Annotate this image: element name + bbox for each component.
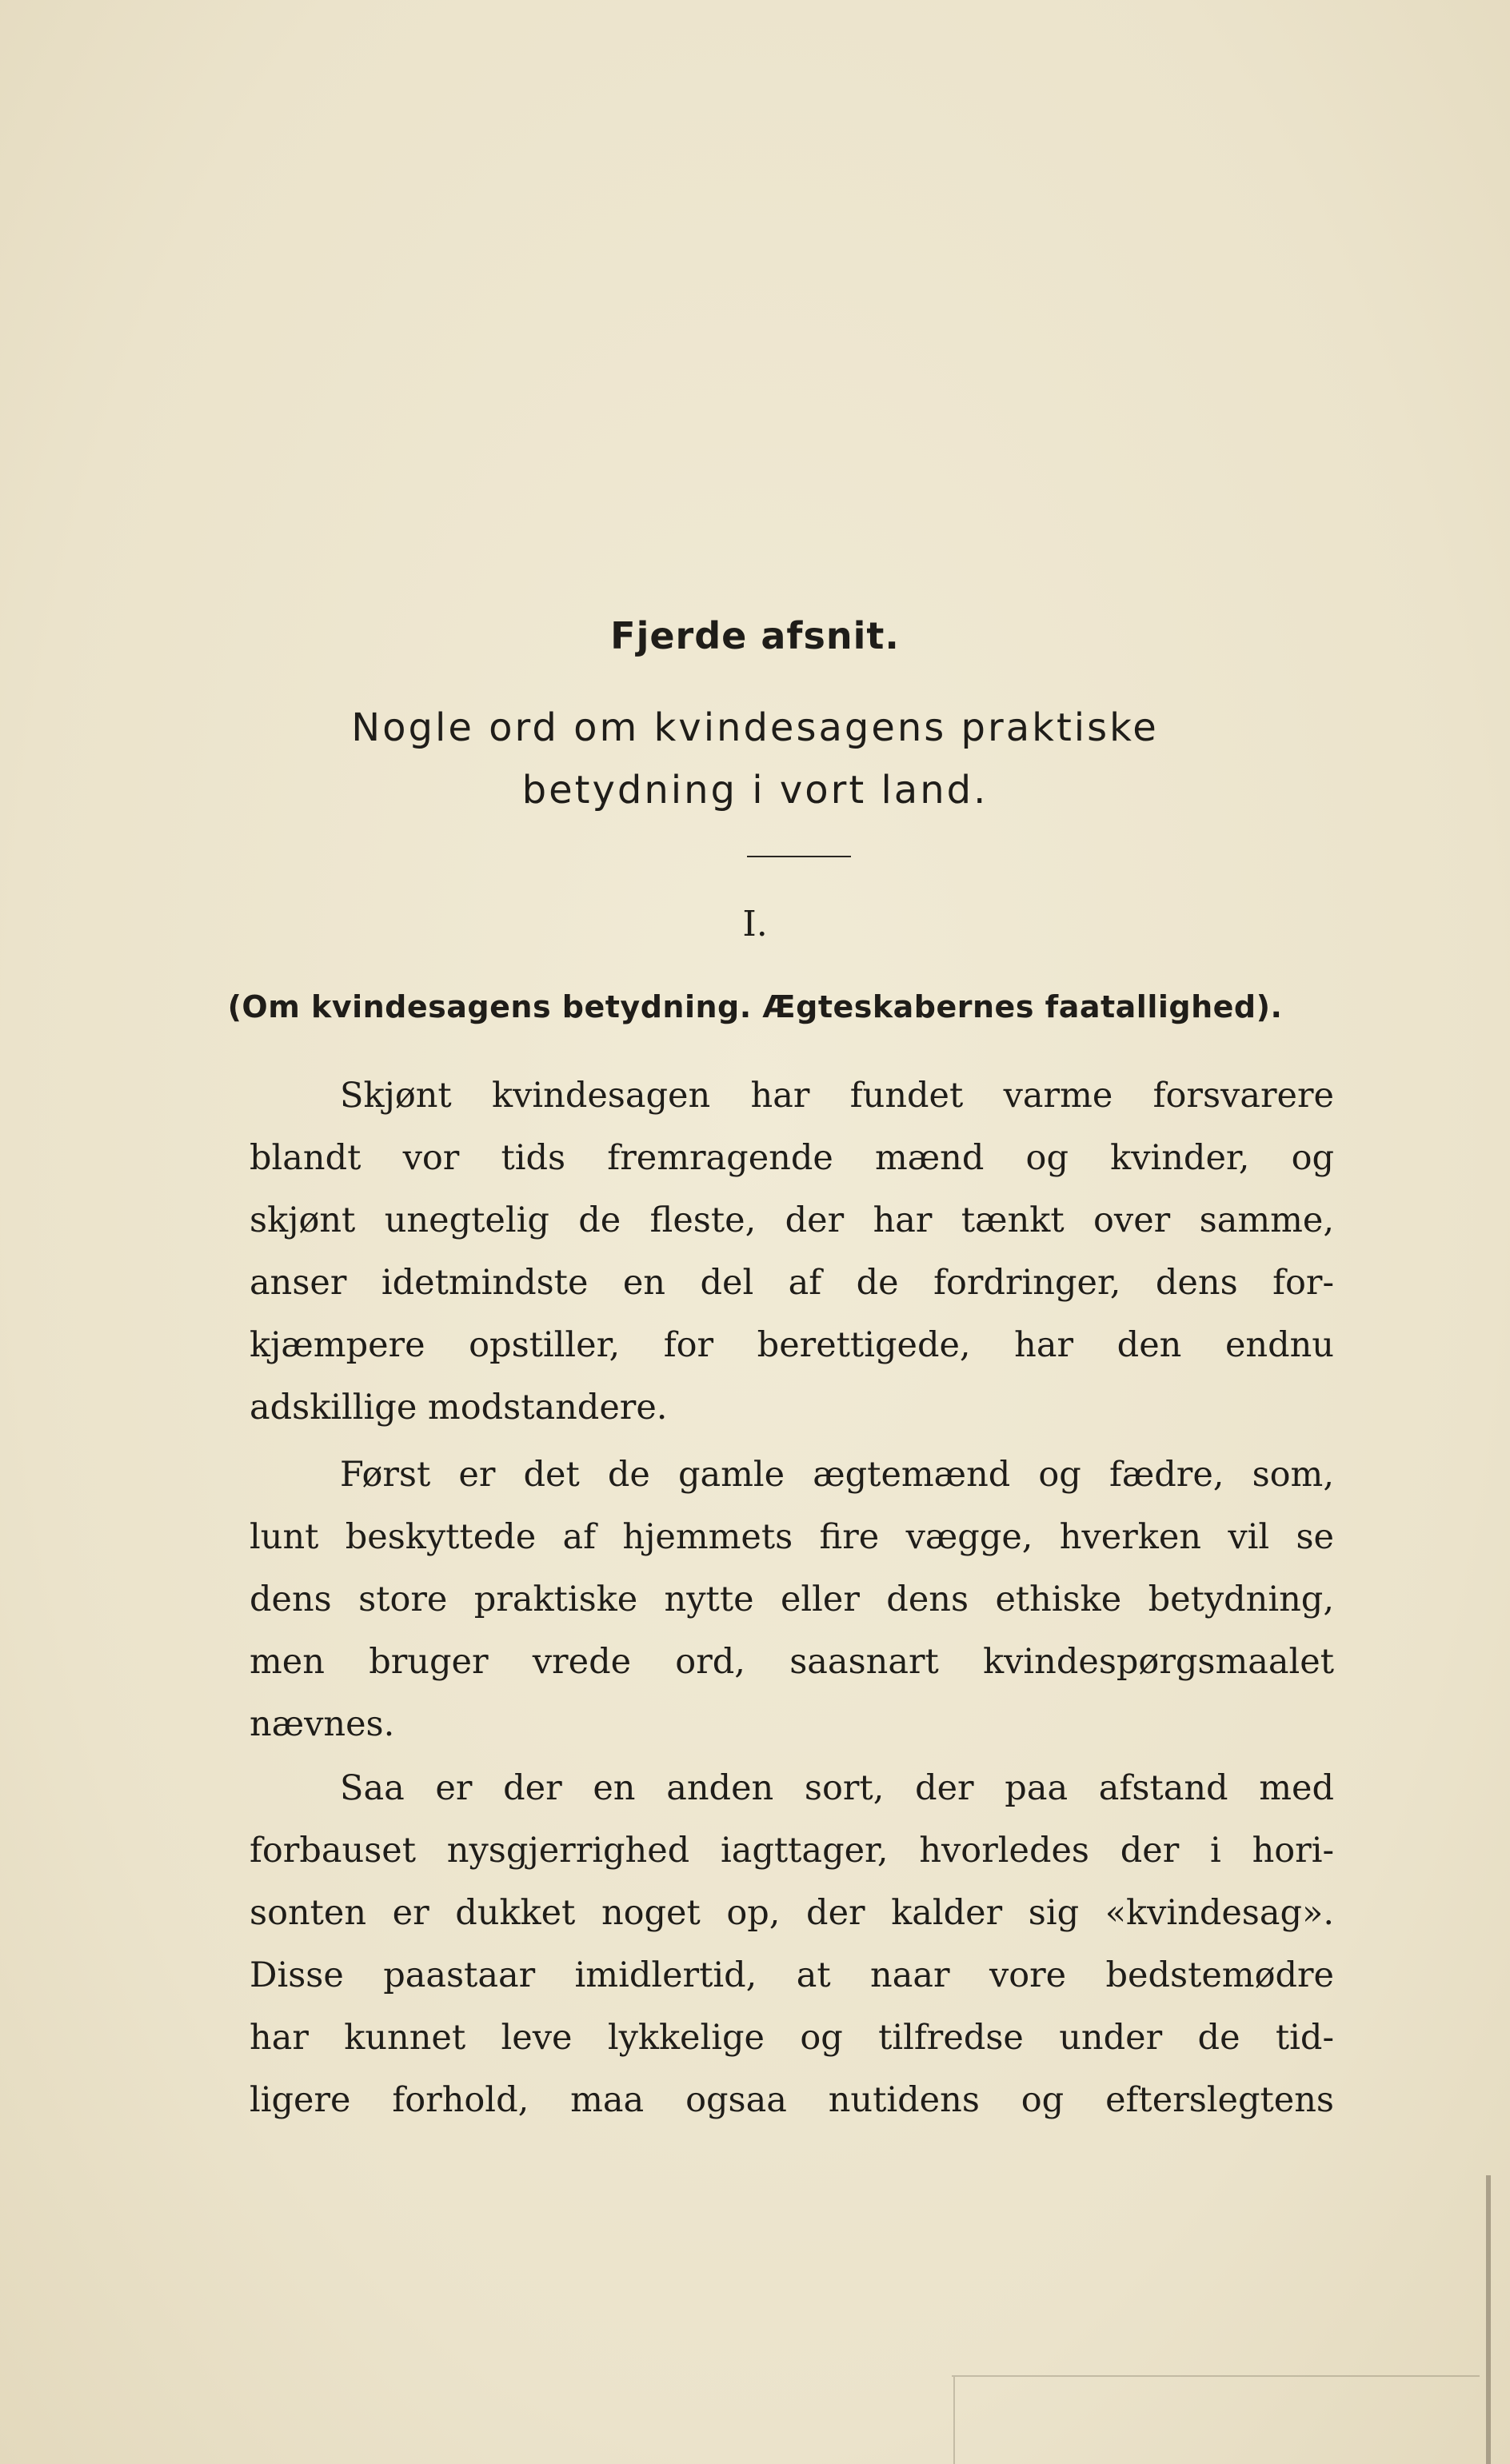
text-line: Saa er der en anden sort, der paa afstand med xyxy=(340,1768,1334,1808)
text-line: adskillige modstandere. xyxy=(250,1388,668,1428)
page-corner-line-vertical xyxy=(953,2377,955,2464)
text-line: sonten er dukket noget op, der kalder sig «kvindesag». xyxy=(250,1893,1334,1933)
text-line: men bruger vrede ord, saasnart kvindespørgsmaalet xyxy=(250,1642,1334,1682)
divider-rule xyxy=(747,856,851,857)
section-number: I. xyxy=(742,904,768,944)
text-line: nævnes. xyxy=(250,1704,395,1744)
text-line: lunt beskyttede af hjemmets fire vægge, hverken vil se xyxy=(250,1517,1334,1557)
subtitle-line-1: Nogle ord om kvindesagens praktiske xyxy=(351,705,1159,750)
text-line: kjæmpere opstiller, for berettigede, har den endnu xyxy=(250,1325,1334,1365)
subtitle-line-2: betydning i vort land. xyxy=(521,768,989,813)
text-line: forbauset nysgjerrighed iagttager, hvorledes der i hori- xyxy=(250,1831,1334,1871)
section-subtitle: (Om kvindesagens betydning. Ægteskabernes faatallighed). xyxy=(227,989,1283,1024)
text-line: anser idetmindste en del af de fordringer, dens for- xyxy=(250,1263,1334,1303)
text-line: Skjønt kvindesagen har fundet varme forsvarere xyxy=(340,1076,1334,1116)
text-line: Først er det de gamle ægtemænd og fædre, som, xyxy=(340,1455,1334,1495)
text-line: dens store praktiske nytte eller dens ethiske betydning, xyxy=(250,1579,1334,1619)
text-line: skjønt unegtelig de fleste, der har tænkt over samme, xyxy=(250,1200,1334,1240)
page-corner-line xyxy=(952,2375,1480,2377)
part-title: Fjerde afsnit. xyxy=(610,614,900,657)
text-line: ligere forhold, maa ogsaa nutidens og efterslegtens xyxy=(250,2080,1334,2120)
text-line: har kunnet leve lykkelige og tilfredse under de tid- xyxy=(250,2018,1334,2058)
text-line: Disse paastaar imidlertid, at naar vore bedstemødre xyxy=(250,1955,1334,1995)
text-line: blandt vor tids fremragende mænd og kvinder, og xyxy=(250,1138,1334,1178)
page-edge-shadow xyxy=(1486,2175,1491,2464)
